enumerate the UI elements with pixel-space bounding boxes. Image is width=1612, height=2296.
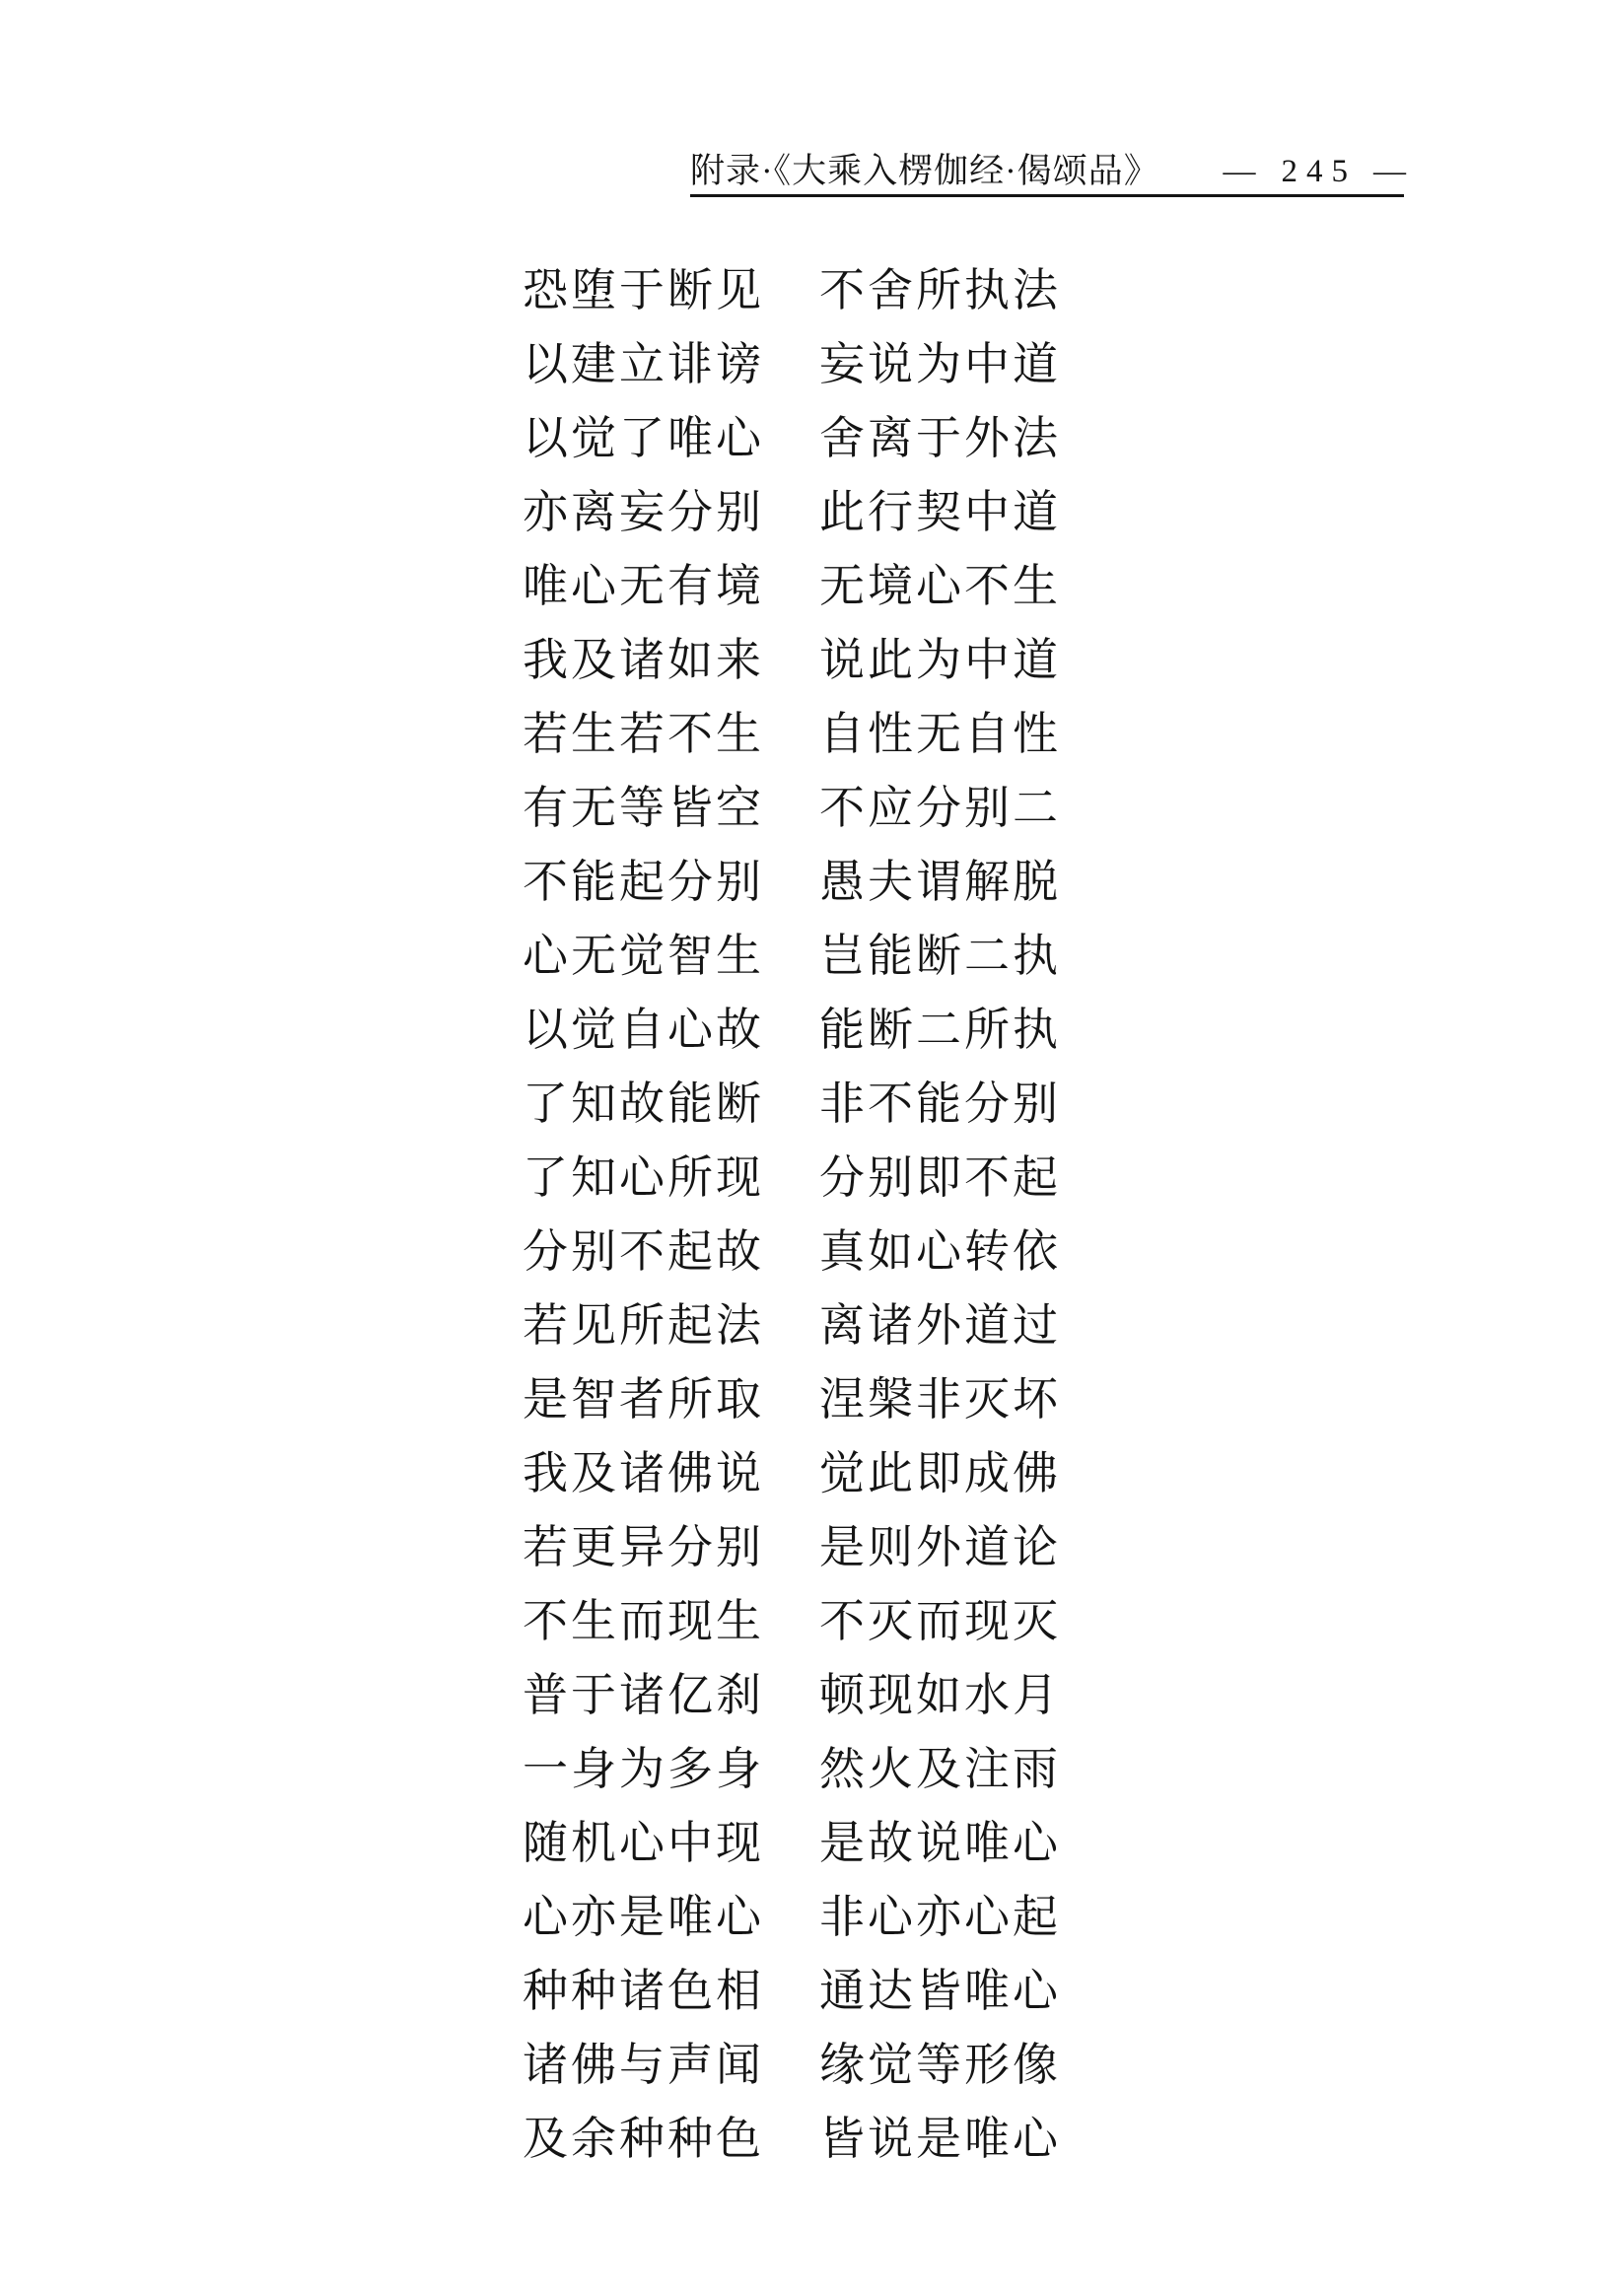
verse-right-hemistich: 通达皆唯心 (819, 1965, 1061, 2016)
verse-left-hemistich: 随机心中现 (523, 1817, 764, 1868)
verse-couplet-row (523, 697, 1075, 771)
verse-left-hemistich: 以觉自心故 (523, 1004, 764, 1055)
verse-right-hemistich: 分别即不起 (819, 1151, 1061, 1203)
verse-left-hemistich: 不能起分别 (523, 856, 764, 907)
verse-couplet-row (523, 1510, 1075, 1584)
verse-left-hemistich: 若更异分别 (523, 1521, 764, 1572)
verse-left-hemistich: 了知心所现 (523, 1151, 764, 1203)
verse-couplet-row (523, 993, 1075, 1067)
verse-right-hemistich: 说此为中道 (819, 634, 1061, 685)
verse-couplet-row (523, 845, 1075, 919)
verse-couplet-row (523, 549, 1075, 623)
page-number: 245 (1281, 154, 1357, 189)
verse-left-hemistich: 若生若不生 (523, 708, 764, 759)
verse-couplet-row (523, 1806, 1075, 1880)
verse-left-hemistich: 恐堕于断见 (523, 264, 764, 315)
verse-list (523, 253, 1075, 2176)
verse-couplet-row (523, 2028, 1075, 2102)
verse-couplet-row (523, 1658, 1075, 1732)
verse-right-hemistich: 非不能分别 (819, 1078, 1061, 1129)
verse-left-hemistich: 我及诸佛说 (523, 1447, 764, 1498)
verse-left-hemistich: 了知故能断 (523, 1078, 764, 1129)
verse-couplet-row (523, 1288, 1075, 1362)
verse-left-hemistich: 以觉了唯心 (523, 412, 764, 463)
verse-right-hemistich: 此行契中道 (819, 486, 1061, 537)
verse-right-hemistich: 能断二所执 (819, 1004, 1061, 1055)
verse-right-hemistich: 是故说唯心 (819, 1817, 1061, 1868)
verse-right-hemistich: 舍离于外法 (819, 412, 1061, 463)
verse-right-hemistich: 不舍所执法 (819, 264, 1061, 315)
page-number-marker (1224, 152, 1407, 191)
verse-right-hemistich: 非心亦心起 (819, 1891, 1061, 1942)
verse-right-hemistich: 自性无自性 (819, 708, 1061, 759)
verse-left-hemistich: 我及诸如来 (523, 634, 764, 685)
page-number-right-dash: — (1373, 154, 1406, 189)
verse-left-hemistich: 种种诸色相 (523, 1965, 764, 2016)
verse-couplet-row (523, 1732, 1075, 1806)
verse-couplet-row (523, 771, 1075, 845)
running-header (690, 146, 1406, 191)
verse-couplet-row (523, 1215, 1075, 1288)
page-number-left-dash: — (1223, 154, 1256, 189)
verse-couplet-row (523, 1954, 1075, 2028)
verse-left-hemistich: 若见所起法 (523, 1299, 764, 1351)
verse-right-hemistich: 涅槃非灭坏 (819, 1373, 1061, 1425)
header-rule-line (690, 194, 1404, 197)
verse-left-hemistich: 以建立诽谤 (523, 338, 764, 389)
verse-right-hemistich: 无境心不生 (819, 560, 1061, 611)
verse-left-hemistich: 有无等皆空 (523, 782, 764, 833)
verse-left-hemistich: 普于诸亿刹 (523, 1669, 764, 1720)
verse-couplet-row (523, 2102, 1075, 2176)
verse-couplet-row (523, 1436, 1075, 1510)
verse-couplet-row (523, 919, 1075, 993)
verse-right-hemistich: 然火及注雨 (819, 1743, 1061, 1794)
running-header-title: 附录·《大乘入楞伽经·偈颂品》 (690, 152, 1159, 190)
verse-couplet-row (523, 1584, 1075, 1658)
verse-left-hemistich: 亦离妄分别 (523, 486, 764, 537)
verse-right-hemistich: 岂能断二执 (819, 930, 1061, 981)
verse-right-hemistich: 离诸外道过 (819, 1299, 1061, 1351)
verse-right-hemistich: 缘觉等形像 (819, 2039, 1061, 2090)
verse-right-hemistich: 愚夫谓解脱 (819, 856, 1061, 907)
verse-couplet-row (523, 1141, 1075, 1215)
verse-right-hemistich: 妄说为中道 (819, 338, 1061, 389)
verse-right-hemistich: 真如心转依 (819, 1225, 1061, 1277)
verse-right-hemistich: 不灭而现灭 (819, 1595, 1061, 1646)
verse-right-hemistich: 顿现如水月 (819, 1669, 1061, 1720)
verse-left-hemistich: 不生而现生 (523, 1595, 764, 1646)
verse-left-hemistich: 是智者所取 (523, 1373, 764, 1425)
verse-couplet-row (523, 327, 1075, 401)
verse-left-hemistich: 唯心无有境 (523, 560, 764, 611)
verse-couplet-row (523, 1362, 1075, 1436)
verse-right-hemistich: 皆说是唯心 (819, 2113, 1061, 2164)
verse-left-hemistich: 心亦是唯心 (523, 1891, 764, 1942)
verse-couplet-row (523, 623, 1075, 697)
verse-right-hemistich: 觉此即成佛 (819, 1447, 1061, 1498)
verse-right-hemistich: 不应分别二 (819, 782, 1061, 833)
verse-left-hemistich: 一身为多身 (523, 1743, 764, 1794)
verse-couplet-row (523, 475, 1075, 549)
verse-left-hemistich: 分别不起故 (523, 1225, 764, 1277)
verse-couplet-row (523, 401, 1075, 475)
verse-left-hemistich: 及余种种色 (523, 2113, 764, 2164)
verse-right-hemistich: 是则外道论 (819, 1521, 1061, 1572)
verse-couplet-row (523, 1067, 1075, 1141)
verse-left-hemistich: 诸佛与声闻 (523, 2039, 764, 2090)
verse-left-hemistich: 心无觉智生 (523, 930, 764, 981)
verse-couplet-row (523, 1880, 1075, 1954)
verse-couplet-row (523, 253, 1075, 327)
